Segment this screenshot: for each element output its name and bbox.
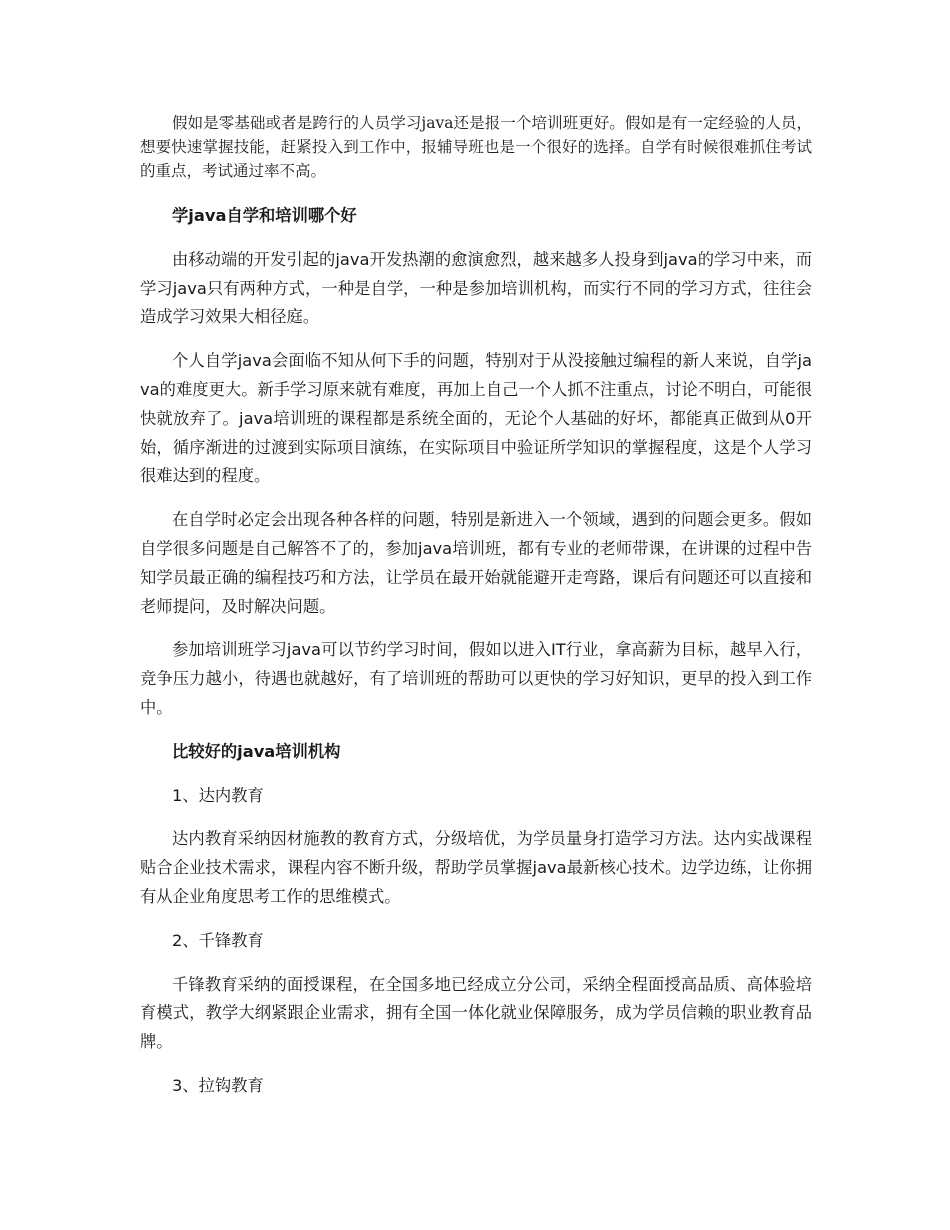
section-heading-self-study-vs-training: 学java自学和培训哪个好	[172, 206, 357, 225]
list-item-lagou: 3、拉钩教育	[172, 1075, 264, 1095]
document-body	[140, 111, 812, 1116]
intro-paragraph: 假如是零基础或者是跨行的人员学习java还是报一个培训班更好。假如是有一定经验的人员，想要快速掌握技能，赶紧投入到工作中，报辅导班也是一个很好的选择。自学有时候很难抓住考试的重点，考试通过率不高。	[140, 114, 812, 180]
section-heading-training-institutions: 比较好的java培训机构	[172, 741, 341, 761]
list-item-qianfeng: 2、千锋教育	[172, 930, 264, 950]
paragraph-qianfeng: 千锋教育采纳的面授课程，在全国多地已经成立分公司，采纳全程面授高品质、高体验培育模式，教学大纲紧跟企业需求，拥有全国一体化就业保障服务，成为学员信赖的职业教育品牌。	[140, 974, 812, 1052]
list-item-tarena: 1、达内教育	[172, 785, 264, 805]
paragraph-self-study-difficulty: 个人自学java会面临不知从何下手的问题，特别对于从没接触过编程的新人来说，自学java的难度更大。新手学习原来就有难度，再加上自己一个人抓不注重点，讨论不明白，可能很快就放弃了。java培训班的课程都是系统全面的，无论个人基础的好坏，都能真正做到从0开始，循序渐进的过渡到实际项目演练，在实际项目中验证所学知识的掌握程度，这是个人学习很难达到的程度。	[140, 351, 812, 486]
paragraph-save-time: 参加培训班学习java可以节约学习时间，假如以进入IT行业，拿高薪为目标，越早入行，竞争压力越小，待遇也就越好，有了培训班的帮助可以更快的学习好知识，更早的投入到工作中。	[140, 640, 812, 717]
paragraph-tarena: 达内教育采纳因材施教的教育方式，分级培优，为学员量身打造学习方法。达内实战课程贴合企业技术需求，课程内容不断升级，帮助学员掌握java最新核心技术。边学边练，让你拥有从企业角度思考工作的思维模式。	[140, 829, 812, 906]
paragraph-java-trend: 由移动端的开发引起的java开发热潮的愈演愈烈，越来越多人投身到java的学习中来，而学习java只有两种方式，一种是自学，一种是参加培训机构，而实行不同的学习方式，往往会造成学习效果大相径庭。	[140, 249, 812, 327]
paragraph-problems-self-study: 在自学时必定会出现各种各样的问题，特别是新进入一个领域，遇到的问题会更多。假如自学很多问题是自己解答不了的，参加java培训班，都有专业的老师带课，在讲课的过程中告知学员最正确的编程技巧和方法，让学员在最开始就能避开走弯路，课后有问题还可以直接和老师提问，及时解决问题。	[140, 510, 812, 616]
